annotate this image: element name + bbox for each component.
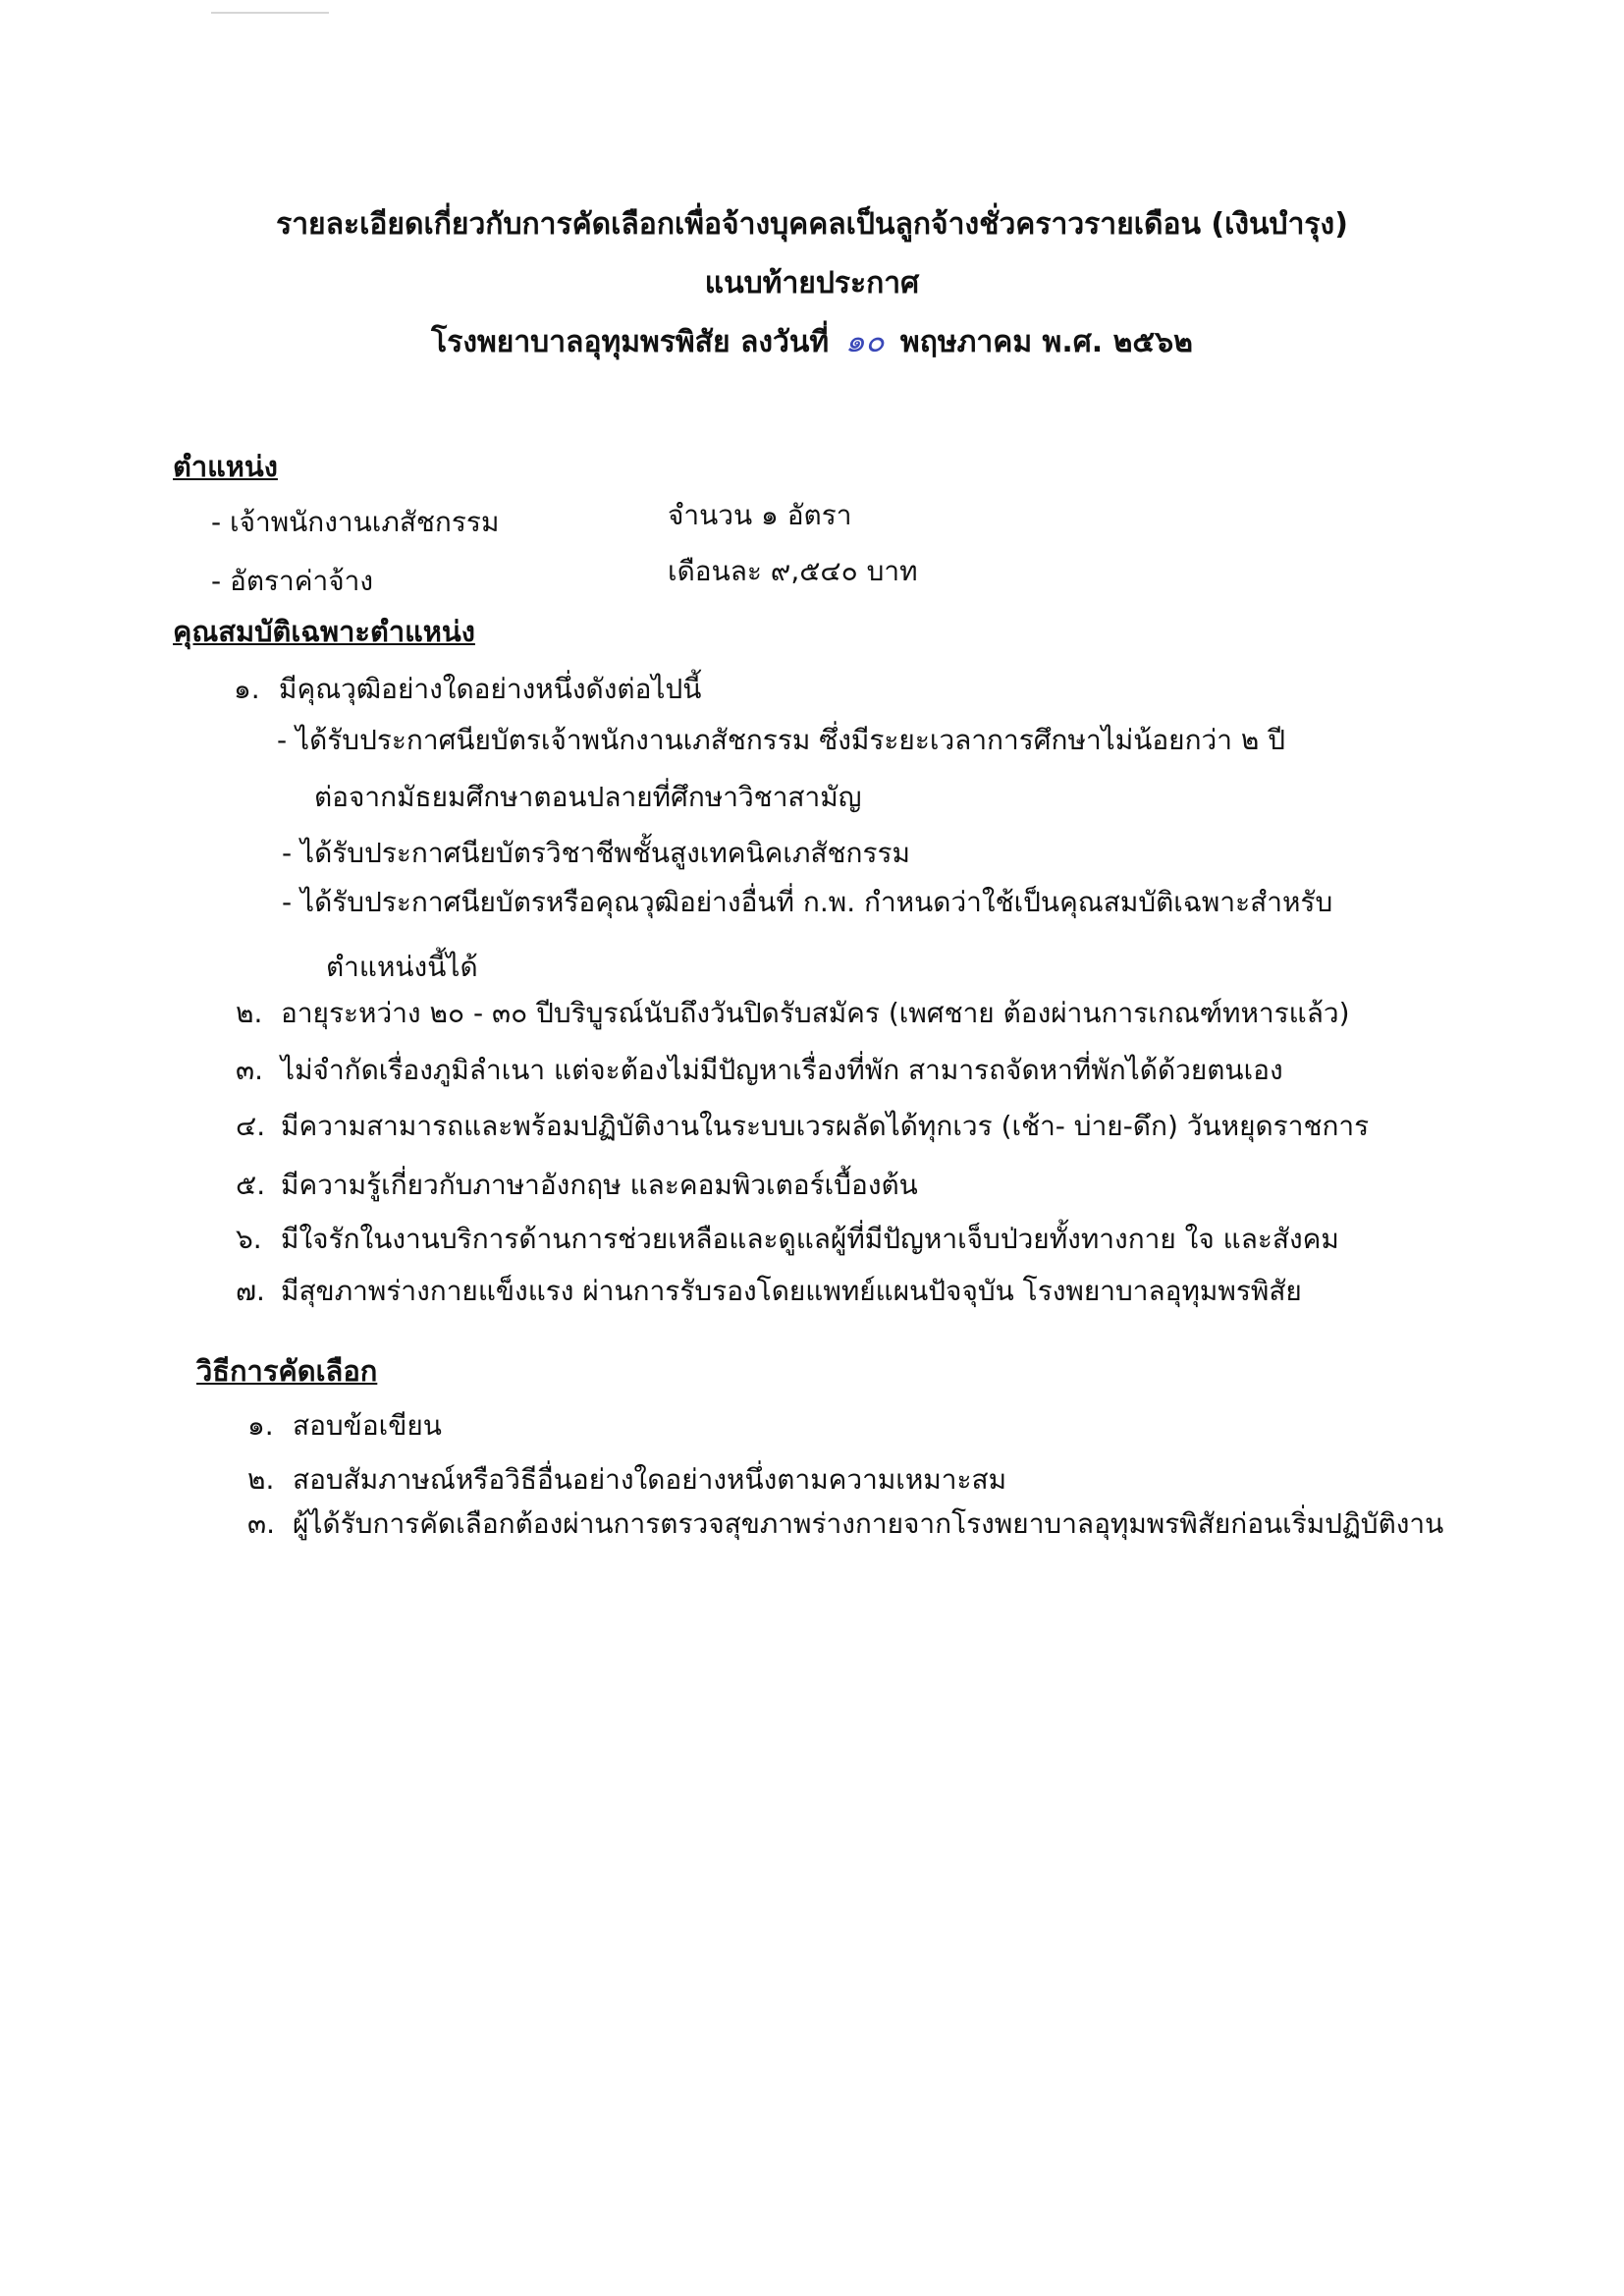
list-text: มีความรู้เกี่ยวกับภาษาอังกฤษ และคอมพิวเตอร์เบื้องต้น bbox=[281, 1169, 918, 1201]
list-number: ๓. bbox=[247, 1507, 276, 1540]
qualification-subitem-1: - ได้รับประกาศนียบัตรเจ้าพนักงานเภสัชกรรม ซึ่งมีระยะเวลาการศึกษาไม่น้อยกว่า ๒ ปี bbox=[277, 724, 1286, 756]
handwritten-day: ๑๐ bbox=[844, 322, 885, 359]
qualification-item-1 bbox=[234, 668, 701, 711]
section-heading-selection: วิธีการคัดเลือก bbox=[196, 1354, 378, 1388]
qualification-item-2 bbox=[236, 992, 1350, 1035]
list-text: สอบสัมภาษณ์หรือวิธีอื่นอย่างใดอย่างหนึ่งตามความเหมาะสม bbox=[293, 1463, 1007, 1496]
date-line-suffix: พฤษภาคม พ.ศ. ๒๕๖๒ bbox=[899, 325, 1193, 359]
selection-item-2 bbox=[247, 1458, 1006, 1502]
wage-rate-label: - อัตราค่าจ้าง bbox=[211, 565, 374, 597]
selection-item-3 bbox=[247, 1503, 1443, 1546]
date-line-prefix: โรงพยาบาลอุทุมพรพิสัย ลงวันที่ bbox=[431, 325, 830, 359]
qualification-item-3 bbox=[236, 1049, 1283, 1092]
list-text: สอบข้อเขียน bbox=[293, 1409, 442, 1442]
list-number: ๕. bbox=[236, 1169, 266, 1201]
list-number: ๑. bbox=[234, 673, 260, 705]
list-text: มีสุขภาพร่างกายแข็งแรง ผ่านการรับรองโดยแพทย์แผนปัจจุบัน โรงพยาบาลอุทุมพรพิสัย bbox=[281, 1275, 1302, 1307]
qualification-subitem-3: - ได้รับประกาศนียบัตรหรือคุณวุฒิอย่างอื่นที่ ก.พ. กำหนดว่าใช้เป็นคุณสมบัติเฉพาะสำหรับ bbox=[282, 886, 1333, 918]
qualification-item-4 bbox=[236, 1105, 1369, 1148]
scan-artifact bbox=[211, 12, 329, 14]
position-title-label: - เจ้าพนักงานเภสัชกรรม bbox=[211, 506, 500, 538]
list-number: ๔. bbox=[236, 1110, 266, 1142]
list-text: ไม่จำกัดเรื่องภูมิลำเนา แต่จะต้องไม่มีปัญหาเรื่องที่พัก สามารถจัดหาที่พักได้ด้วยตนเอง bbox=[281, 1054, 1283, 1086]
qualification-item-5 bbox=[236, 1164, 918, 1207]
wage-rate-value: เดือนละ ๙,๕๔๐ บาท bbox=[668, 555, 918, 587]
list-number: ๒. bbox=[247, 1463, 275, 1496]
qualification-subitem-3-cont: ตำแหน่งนี้ได้ bbox=[326, 951, 478, 983]
qualification-item-7 bbox=[236, 1270, 1302, 1313]
list-number: ๒. bbox=[236, 997, 263, 1029]
list-text: อายุระหว่าง ๒๐ - ๓๐ ปีบริบูรณ์นับถึงวันปิดรับสมัคร (เพศชาย ต้องผ่านการเกณฑ์ทหารแล้ว) bbox=[281, 997, 1350, 1029]
list-number: ๑. bbox=[247, 1409, 274, 1442]
document-date-line bbox=[0, 316, 1624, 366]
qualification-subitem-1-cont: ต่อจากมัธยมศึกษาตอนปลายที่ศึกษาวิชาสามัญ bbox=[314, 781, 862, 813]
list-text: มีความสามารถและพร้อมปฏิบัติงานในระบบเวรผลัดได้ทุกเวร (เช้า- บ่าย-ดึก) วันหยุดราชการ bbox=[281, 1110, 1370, 1142]
list-number: ๗. bbox=[236, 1275, 265, 1307]
qualification-item-6 bbox=[236, 1218, 1339, 1261]
list-number: ๓. bbox=[236, 1054, 264, 1086]
list-text: ผู้ได้รับการคัดเลือกต้องผ่านการตรวจสุขภาพร่างกายจากโรงพยาบาลอุทุมพรพิสัยก่อนเริ่มปฏิบัติงาน bbox=[293, 1507, 1444, 1540]
section-heading-position: ตำแหน่ง bbox=[173, 450, 278, 483]
qualification-subitem-2: - ได้รับประกาศนียบัตรวิชาชีพชั้นสูงเทคนิคเภสัชกรรม bbox=[282, 837, 910, 869]
list-text: มีใจรักในงานบริการด้านการช่วยเหลือและดูแลผู้ที่มีปัญหาเจ็บป่วยทั้งทางกาย ใจ และสังคม bbox=[281, 1223, 1339, 1255]
document-title: รายละเอียดเกี่ยวกับการคัดเลือกเพื่อจ้างบุคคลเป็นลูกจ้างชั่วคราวรายเดือน (เงินบำรุง) bbox=[276, 207, 1348, 242]
section-heading-qualifications: คุณสมบัติเฉพาะตำแหน่ง bbox=[173, 615, 475, 648]
selection-item-1 bbox=[247, 1404, 442, 1448]
list-text: มีคุณวุฒิอย่างใดอย่างหนึ่งดังต่อไปนี้ bbox=[279, 673, 702, 705]
position-count-value: จำนวน ๑ อัตรา bbox=[668, 499, 852, 531]
list-number: ๖. bbox=[236, 1223, 262, 1255]
document-subtitle: แนบท้ายประกาศ bbox=[704, 266, 920, 301]
